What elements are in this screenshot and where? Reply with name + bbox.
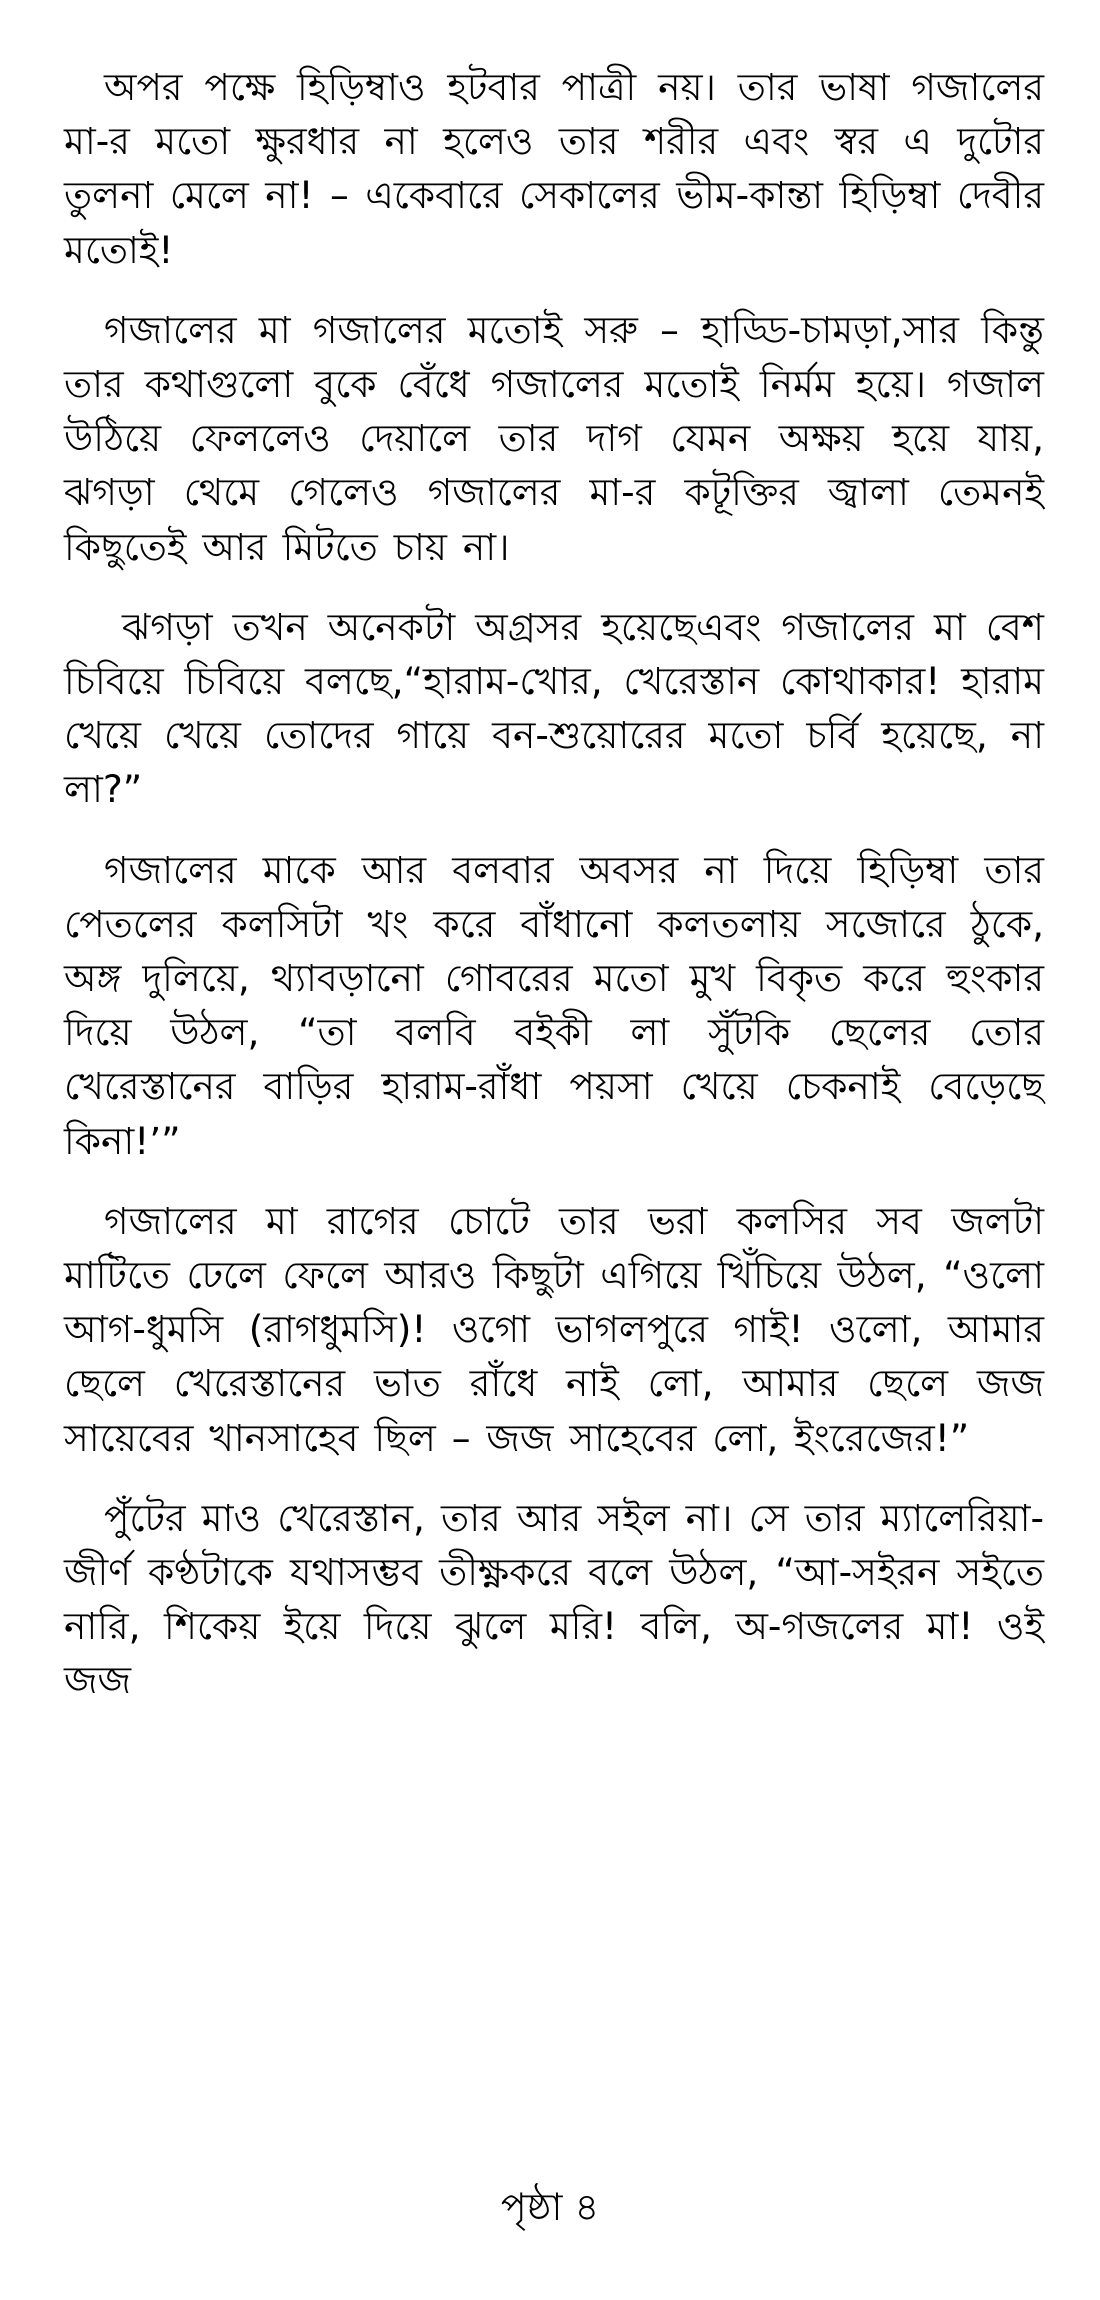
paragraph-5: গজালের মা রাগের চোটে তার ভরা কলসির সব জলটা মাটিতে ঢেলে ফেলে আরও কিছুটা এগিয়ে খিঁচিয়ে উঠল, “ওলো আগ-ধুমসি (রাগধুমসি)! ওগো ভাগলপুরে গাই! ওলো, আমার ছেলে খেরেস্তানের ভাত রাঁধে নাই লো, আমার ছেলে জজ সায়েবের খানসাহেব ছিল – জজ সাহেবের লো, ইংরেজের!” xyxy=(64,1198,1044,1460)
paragraph-1: অপর পক্ষে হিড়িম্বাও হটবার পাত্রী নয়। তার ভাষা গজালের মা-র মতো ক্ষুরধার না হলেও তার শরীর এবং স্বর এ দুটোর তুলনা মেলে না! – একেবারে সেকালের ভীম-কান্তা হিড়িম্বা দেবীর মতোই! xyxy=(64,65,1044,272)
paragraph-6: পুঁটের মাও খেরেস্তান, তার আর সইল না। সে তার ম্যালেরিয়া-জীর্ণ কণ্ঠটাকে যথাসম্ভব তীক্ষ্ণকরে বলে উঠল, “আ-সইরন সইতে নারি, শিকেয় ইয়ে দিয়ে ঝুলে মরি! বলি, অ-গজলের মা! ওই জজ xyxy=(64,1495,1044,1703)
document-page xyxy=(64,60,1044,2190)
paragraph-2: গজালের মা গজালের মতোই সরু – হাড্ডি-চামড়া,সার কিন্তু তার কথাগুলো বুকে বেঁধে গজালের মতোই নির্মম হয়ে। গজাল উঠিয়ে ফেললেও দেয়ালে তার দাগ যেমন অক্ষয় হয়ে যায়, ঝগড়া থেমে গেলেও গজালের মা-র কটূক্তির জ্বালা তেমনই কিছুতেই আর মিটতে চায় না। xyxy=(64,307,1044,569)
paragraph-3: ঝগড়া তখন অনেকটা অগ্রসর হয়েছেএবং গজালের মা বেশ চিবিয়ে চিবিয়ে বলছে,“হারাম-খোর, খেরেস্তান কোথাকার! হারাম খেয়ে খেয়ে তোদের গায়ে বন-শুয়োরের মতো চর্বি হয়েছে, না লা?” xyxy=(64,604,1044,812)
page-number: পৃষ্ঠা ৪ xyxy=(500,2185,600,2229)
paragraph-4: গজালের মাকে আর বলবার অবসর না দিয়ে হিড়িম্বা তার পেতলের কলসিটা খং করে বাঁধানো কলতলায় সজোরে ঠুকে, অঙ্গ দুলিয়ে, থ্যাবড়ানো গোবরের মতো মুখ বিকৃত করে হুংকার দিয়ে উঠল, “তা বলবি বইকী লা সুঁটকি ছেলের তোর খেরেস্তানের বাড়ির হারাম-রাঁধা পয়সা খেয়ে চেকনাই বেড়েছে কিনা!’” xyxy=(64,847,1044,1163)
